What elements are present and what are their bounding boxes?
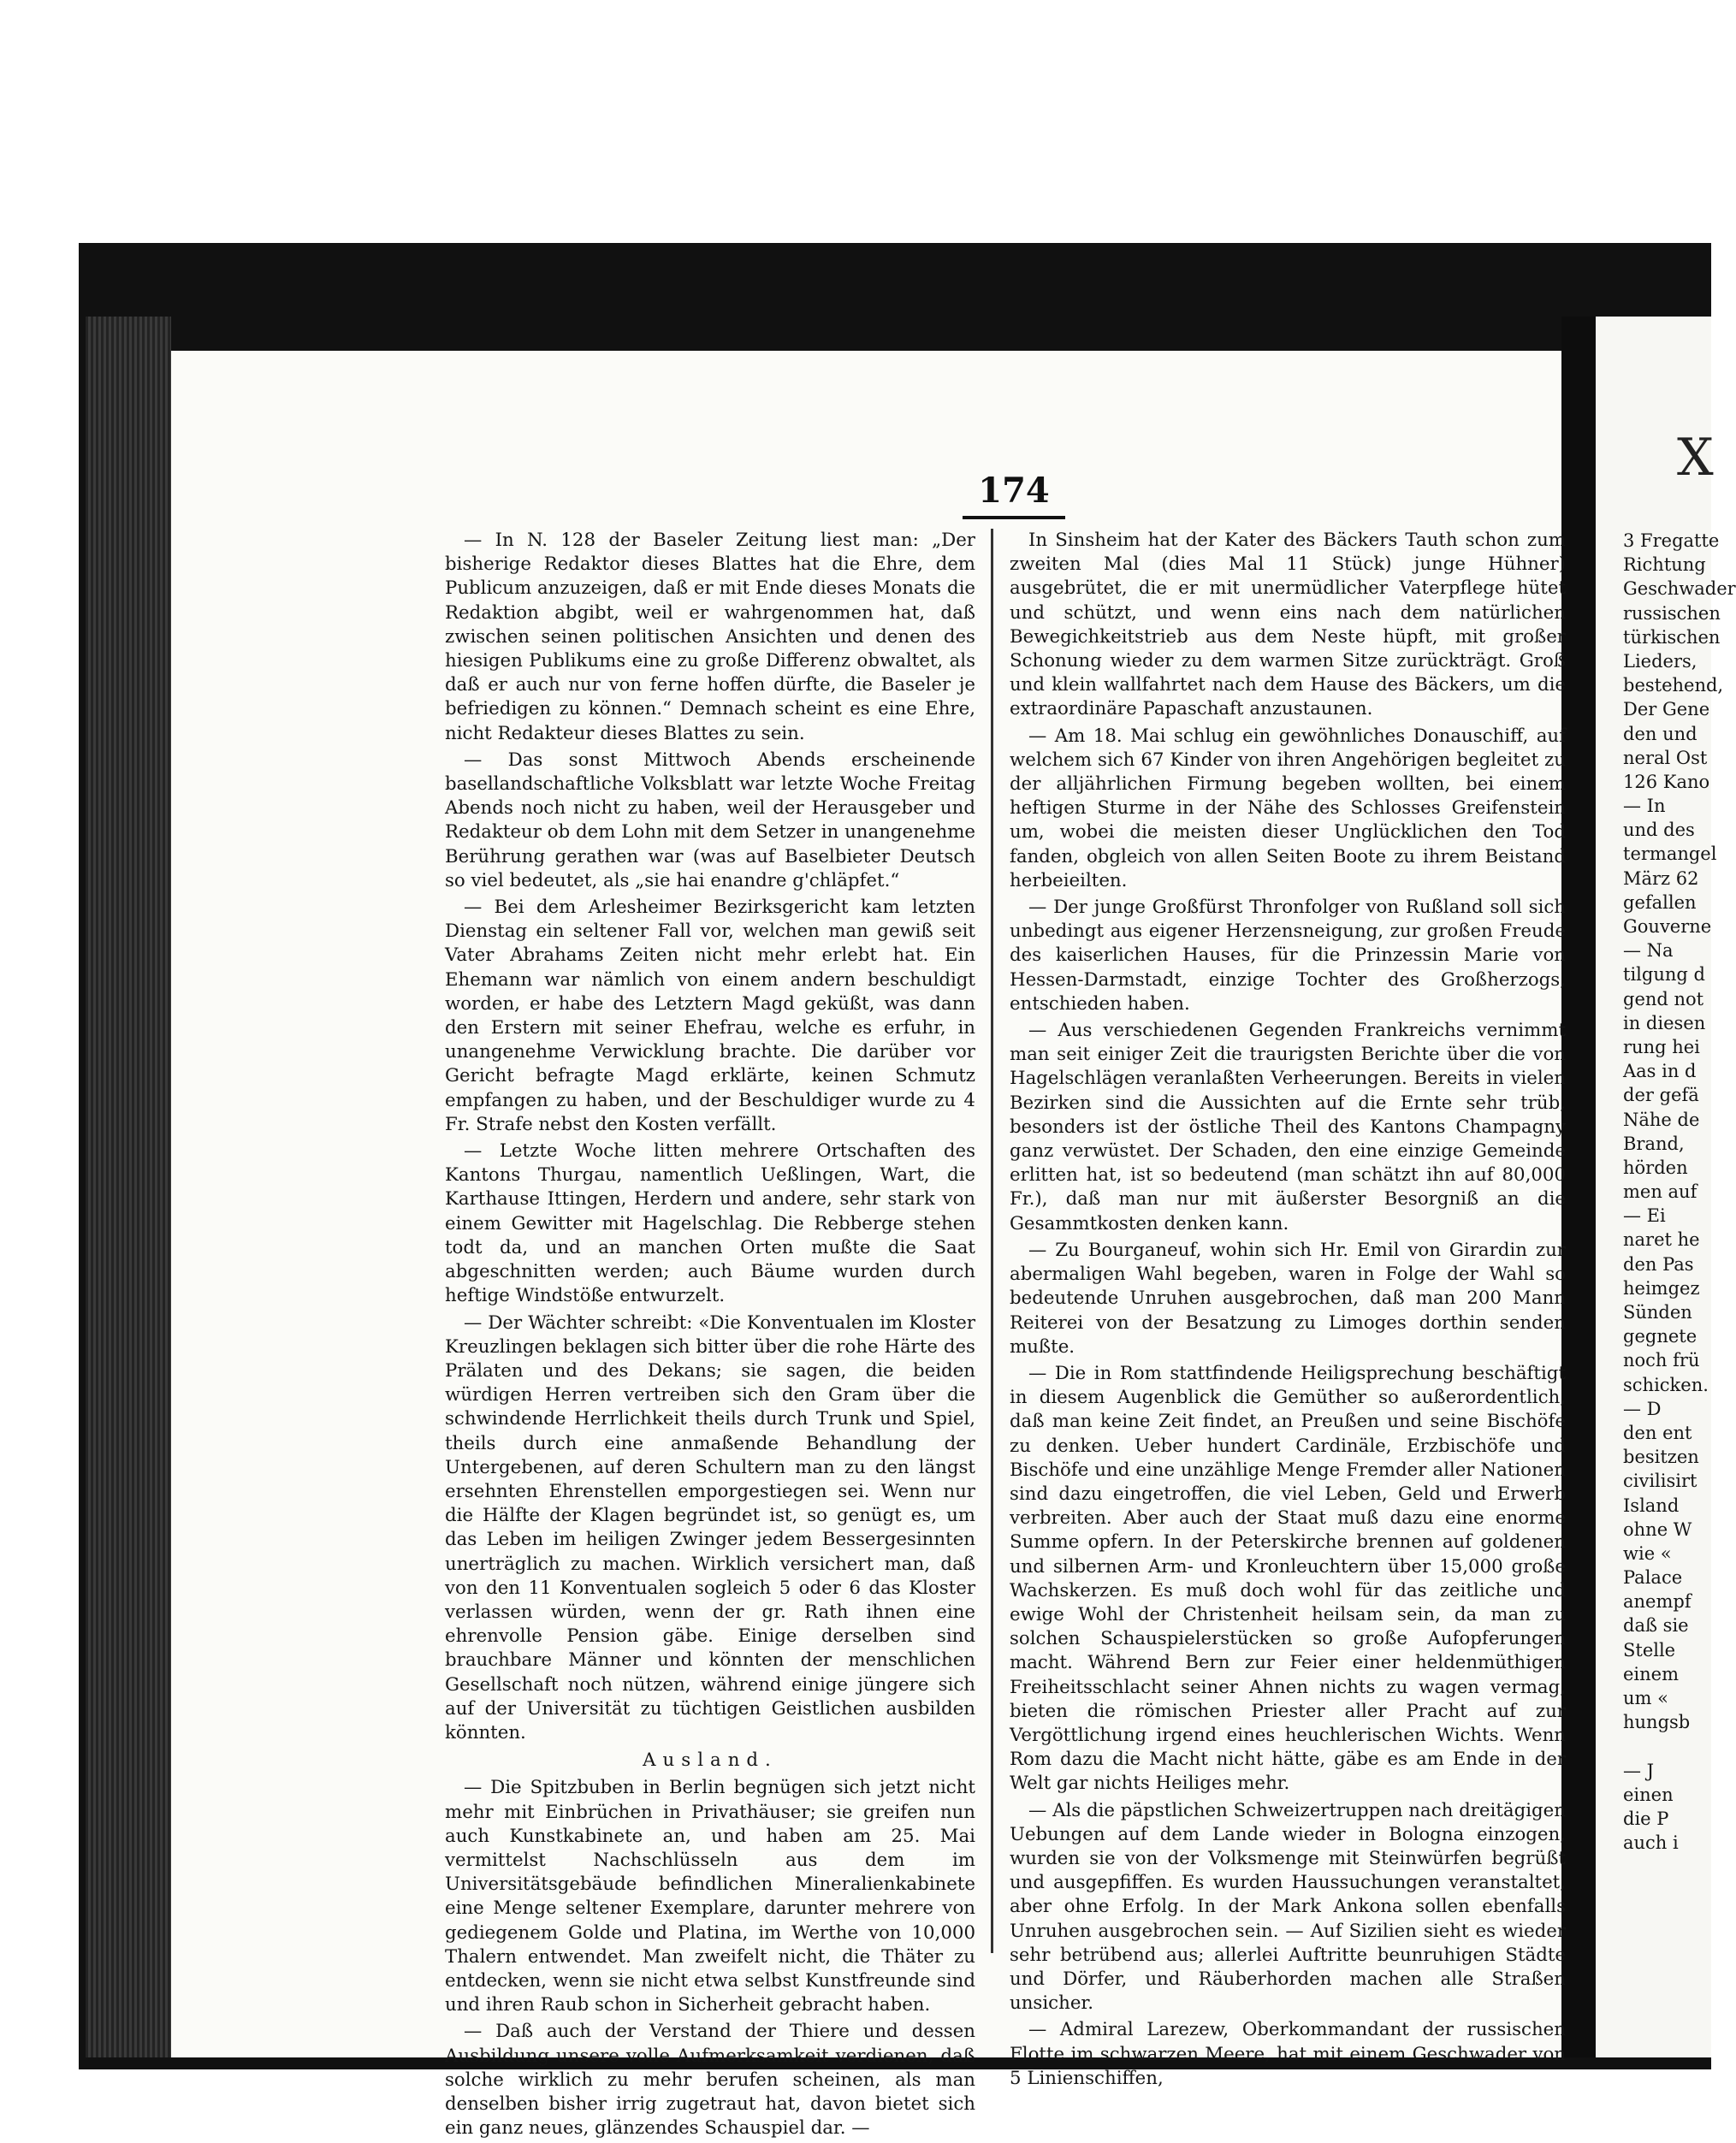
article-paragraph: — Daß auch der Verstand der Thiere und dessen Ausbildung unsere volle Aufmerksamkeit verdienen, daß solche wirklich zu mehr berufen scheinen, als man denselben bisher irrig zugetraut hat, davon bietet sich ein ganz neues, glänzendes Schauspiel dar. — <box>445 2021 975 2140</box>
corner-mark: X <box>1677 428 1714 488</box>
adjacent-page-line: Geschwader <box>1623 578 1736 600</box>
article-paragraph: — Der junge Großfürst Thronfolger von Rußland soll sich unbedingt aus eigener Herzensneigung, zur großen Freude des kaiserlichen Hauses, für die Prinzessin Marie von Hessen-Darmstadt, einzige Tochter des Großherzogs, entschieden haben. <box>1010 897 1566 1015</box>
column-divider <box>991 529 993 1953</box>
article-paragraph: — In N. 128 der Baseler Zeitung liest man: „Der bisherige Redaktor dieses Blattes hat die Ehre, dem Publicum anzuzeigen, daß er mit Ende dieses Monats die Redaktion abgibt, weil er wahrgenommen hat, daß zwischen seinen politischen Ansichten und denen des hiesigen Publikums eine zu große Differenz obwaltet, als daß er auch nur von ferne hoffen dürfte, die Baseler je befriedigen zu können.“ Demnach scheint es eine Ehre, nicht Redakteur dieses Blattes zu sein. <box>445 530 975 744</box>
adjacent-page-line: — Na <box>1623 940 1674 962</box>
article-paragraph: — Letzte Woche litten mehrere Ortschaften des Kantons Thurgau, namentlich Ueßlingen, Wart, die Karthause Ittingen, Herdern und andere, sehr stark von einem Gewitter mit Hagelschlag. Die Rebberge stehen todt da, und an manchen Orten mußte die Saat abgeschnitten werden; auch Bäume wurden durch heftige Windstöße entwurzelt. <box>445 1140 975 1307</box>
adjacent-page-line: den Pas <box>1623 1253 1694 1275</box>
article-paragraph: — Das sonst Mittwoch Abends erscheinende basellandschaftliche Volksblatt war letzte Woche Freitag Abends noch nicht zu haben, weil der Herausgeber und Redakteur ob dem Lohn mit dem Setzer in unangenehme Berührung gerathen war (was auf Baselbieter Deutsch so viel bedeutet, als „sie hai enandre g'chläpfet.“ <box>445 749 975 891</box>
adjacent-page-line: heimgez <box>1623 1277 1700 1299</box>
adjacent-page-line: die P <box>1623 1808 1669 1829</box>
adjacent-page-line: schicken. <box>1623 1374 1709 1395</box>
adjacent-page-line: naret he <box>1623 1229 1700 1251</box>
adjacent-page-line <box>1623 1734 1717 1758</box>
left-column <box>445 529 975 2143</box>
adjacent-page-line: einem <box>1623 1663 1680 1684</box>
adjacent-page-line: hörden <box>1623 1157 1688 1178</box>
adjacent-page-line: — J <box>1623 1760 1655 1781</box>
article-paragraph: — Aus verschiedenen Gegenden Frankreichs vernimmt man seit einiger Zeit die traurigsten Berichte über die von Hagelschlägen veranlaßten Verheerungen. Bereits in vielen Bezirken sind die Aussichten auf die Ernte sehr trüb, besonders ist der östliche Theil des Kantons Champagny ganz verwüstet. Der Schaden, den eine einzige Gemeinde erlitten hat, ist so bedeutend (man schätzt ihn auf 80,000 Fr.), daß man nur mit äußerster Besorgniß an die Gesammtkosten denken kann. <box>1010 1020 1566 1234</box>
adjacent-page-line: Island <box>1623 1495 1680 1516</box>
adjacent-page-line: termangel <box>1623 844 1717 865</box>
adjacent-page-line: und des <box>1623 820 1695 841</box>
page-number: 174 <box>963 471 1065 519</box>
adjacent-page-line: hungsb <box>1623 1712 1691 1733</box>
adjacent-page-line: — In <box>1623 796 1666 817</box>
adjacent-page-line: noch frü <box>1623 1350 1700 1371</box>
section-heading: Ausland. <box>643 1749 778 1772</box>
adjacent-page-line: gefallen <box>1623 891 1697 913</box>
adjacent-page-line: russischen <box>1623 602 1721 624</box>
book-page-edges <box>86 317 171 2057</box>
adjacent-page-line: gend not <box>1623 988 1704 1009</box>
adjacent-page-line: Stelle <box>1623 1639 1676 1661</box>
right-column <box>1010 529 1566 2093</box>
adjacent-page-line: türkischen <box>1623 626 1721 648</box>
adjacent-page-line: 126 Kano <box>1623 771 1710 792</box>
article-paragraph: — Die in Rom stattfindende Heiligsprechung beschäftigt in diesem Augenblick die Gemüther so außerordentlich, daß man keine Zeit findet, an Preußen und seine Bischöfe zu denken. Ueber hundert Cardinäle, Erzbischöfe und Bischöfe und eine unzählige Menge Fremder aller Nationen sind dazu eingetroffen, die viel Leben, Geld und Erwerb verbreiten. Aber auch der Staat muß dazu eine enorme Summe opfern. In der Peterskirche brennen auf goldenen und silbernen Arm- und Kronleuchtern über 15,000 große Wachskerzen. Es muß doch wohl für das zeitliche und ewige Wohl der Christenheit heilsam sein, da man zu solchen Schauspielerstücken so große Aufopferungen macht. Während Bern zur Feier einer heldenmüthigen Freiheitsschlacht seiner Ahnen nichts zu wagen vermag, bieten die römischen Priester aller Pracht auf zur Vergöttlichung irgend eines heuchlerischen Wichts. Wenn Rom dazu die Macht nicht hätte, gäbe es am Ende in der Welt gar nichts Heiliges mehr. <box>1010 1362 1566 1795</box>
article-paragraph: — Die Spitzbuben in Berlin begnügen sich jetzt nicht mehr mit Einbrüchen in Privathäuser; sie greifen nun auch Kunstkabinete an, und haben am 25. Mai vermittelst Nachschlüsseln aus dem im Universitätsgebäude befindlichen Mineralienkabinete eine Menge seltener Exemplare, darunter mehrere von gediegenem Golde und Platina, im Werthe von 10,000 Thalern entwendet. Man zweifelt nicht, die Thäter zu entdecken, wenn sie nicht etwa selbst Kunstfreunde sind und ihren Raub schon in Sicherheit gebracht haben. <box>445 1777 975 2016</box>
adjacent-page-line: März 62 <box>1623 867 1699 889</box>
adjacent-page-line: Nähe de <box>1623 1109 1700 1130</box>
adjacent-page-line: Palace <box>1623 1567 1683 1589</box>
adjacent-page-line: Aas in d <box>1623 1061 1697 1082</box>
adjacent-page-line: rung hei <box>1623 1036 1700 1057</box>
article-paragraph: In Sinsheim hat der Kater des Bäckers Tauth schon zum zweiten Mal (dies Mal 11 Stück) junge Hühner) ausgebrütet, die er mit unermüdlicher Vaterpflege hütet und schützt, und wenn eins nach dem natürlichen Bewegichkeitstrieb aus dem Neste hüpft, mit großer Schonung wieder zu dem warmen Sitze zurückträgt. Groß und klein wallfahrtet nach dem Hause des Bäckers, um die extraordinäre Papaschaft anzustaunen. <box>1010 530 1566 720</box>
adjacent-page-line: anempf <box>1623 1591 1692 1613</box>
adjacent-page-column <box>1623 529 1736 1855</box>
adjacent-page-line: — Ei <box>1623 1205 1666 1227</box>
article-paragraph: — Als die päpstlichen Schweizertruppen nach dreitägigen Uebungen auf dem Lande wieder in Bologna einzogen, wurden sie von der Volksmenge mit Steinwürfen begrüßt und ausgepfiffen. Es wurden Haussuchungen veranstaltet, aber ohne Erfolg. In der Mark Ankona sollen ebenfalls Unruhen ausgebrochen sein. — Auf Sizilien sieht es wieder sehr betrübend aus; allerlei Auftritte beunruhigen Städte und Dörfer, und Räuberhorden machen alle Straßen unsicher. <box>1010 1799 1566 2015</box>
adjacent-page-line: einen <box>1623 1784 1674 1805</box>
adjacent-page-line: Der Gene <box>1623 699 1710 720</box>
adjacent-page-line: neral Ost <box>1623 747 1708 768</box>
adjacent-page-line: um « <box>1623 1688 1668 1708</box>
adjacent-page-line: den ent <box>1623 1422 1692 1443</box>
article-paragraph: — Zu Bourganeuf, wohin sich Hr. Emil von Girardin zur abermaligen Wahl begeben, waren in Folge der Wahl so bedeutende Unruhen ausgebrochen, daß man 200 Mann Reiterei von der Besatzung zu Limoges dorthin senden mußte. <box>1010 1239 1566 1358</box>
adjacent-page-line: gegnete <box>1623 1326 1697 1347</box>
adjacent-page-line: Richtung <box>1623 554 1706 576</box>
adjacent-page-line: Gouverne <box>1623 916 1712 937</box>
adjacent-page-line: tilgung d <box>1623 964 1705 986</box>
adjacent-page-line: bestehend, <box>1623 675 1724 696</box>
adjacent-page-line: auch i <box>1623 1832 1679 1854</box>
adjacent-page-line: ohne W <box>1623 1518 1692 1540</box>
adjacent-page-line: — D <box>1623 1398 1662 1419</box>
adjacent-page-line: besitzen <box>1623 1447 1699 1468</box>
adjacent-page-line: Brand, <box>1623 1133 1685 1154</box>
article-paragraph: — Bei dem Arlesheimer Bezirksgericht kam letzten Dienstag ein seltener Fall vor, welchen man gewiß seit Vater Abrahams Zeiten nicht mehr erlebt hat. Ein Ehemann war nämlich von einem andern beschuldigt worden, er habe des Letztern Magd geküßt, was dann den Erstern mit seiner Ehefrau, welche es erfuhr, in unangenehme Verwicklung brachte. Die darüber vor Gericht befragte Magd erklärte, keinen Schmutz empfangen zu haben, und der Beschuldiger wurde zu 4 Fr. Strafe nebst den Kosten verfällt. <box>445 897 975 1135</box>
adjacent-page-line: der gefä <box>1623 1085 1699 1106</box>
adjacent-page-line: 3 Fregatte <box>1623 530 1720 551</box>
adjacent-page-line: in diesen <box>1623 1012 1706 1033</box>
adjacent-page-line: Lieders, <box>1623 650 1697 672</box>
article-paragraph: — Am 18. Mai schlug ein gewöhnliches Donauschiff, auf welchem sich 67 Kinder von ihren Angehörigen begleitet zu der alljährlichen Firmung begeben wollten, bei einem heftigen Sturme in der Nähe des Schlosses Greifenstein um, wobei die meisten dieser Unglücklichen den Tod fanden, obgleich von allen Seiten Boote zu ihrem Beistand herbeieilten. <box>1010 725 1566 891</box>
page-gutter <box>1561 317 1596 2057</box>
article-paragraph: — Admiral Larezew, Oberkommandant der russischen Flotte im schwarzen Meere, hat mit einem Geschwader von 5 Linienschiffen, <box>1010 2019 1566 2089</box>
adjacent-page-line: men auf <box>1623 1181 1697 1203</box>
adjacent-page-line: civilisirt <box>1623 1471 1697 1492</box>
article-paragraph: — Der Wächter schreibt: «Die Konventualen im Kloster Kreuzlingen beklagen sich bitter über die rohe Härte des Prälaten und des Dekans; sie sagen, die beiden würdigen Herren vertreiben sich den Gram über die schwindende Herrlichkeit theils durch Trunk und Spiel, theils durch eine anmaßende Behandlung der Untergebenen, auf deren Schultern man zu den längst ersehnten Ehrenstellen emporgestiegen sei. Wenn nur die Hälfte der Klagen begründet ist, so genügt es, um das Leben im heiligen Zwinger jedem Bessergesinnten unerträglich zu machen. Wirklich versichert man, daß von den 11 Konventualen sogleich 5 oder 6 das Kloster verlassen würden, wenn der gr. Rath ihnen eine ehrenvolle Pension gäbe. Einige derselben sind brauchbare Männer und könnten der menschlichen Gesellschaft noch nützen, während einige jüngere sich auf der Universität zu tüchtigen Geistlichen ausbilden könnten. <box>445 1311 975 1743</box>
adjacent-page-line: den und <box>1623 723 1697 744</box>
adjacent-page-line: Sünden <box>1623 1302 1692 1323</box>
adjacent-page-line: daß sie <box>1623 1615 1689 1637</box>
adjacent-page-line: wie « <box>1623 1542 1672 1564</box>
